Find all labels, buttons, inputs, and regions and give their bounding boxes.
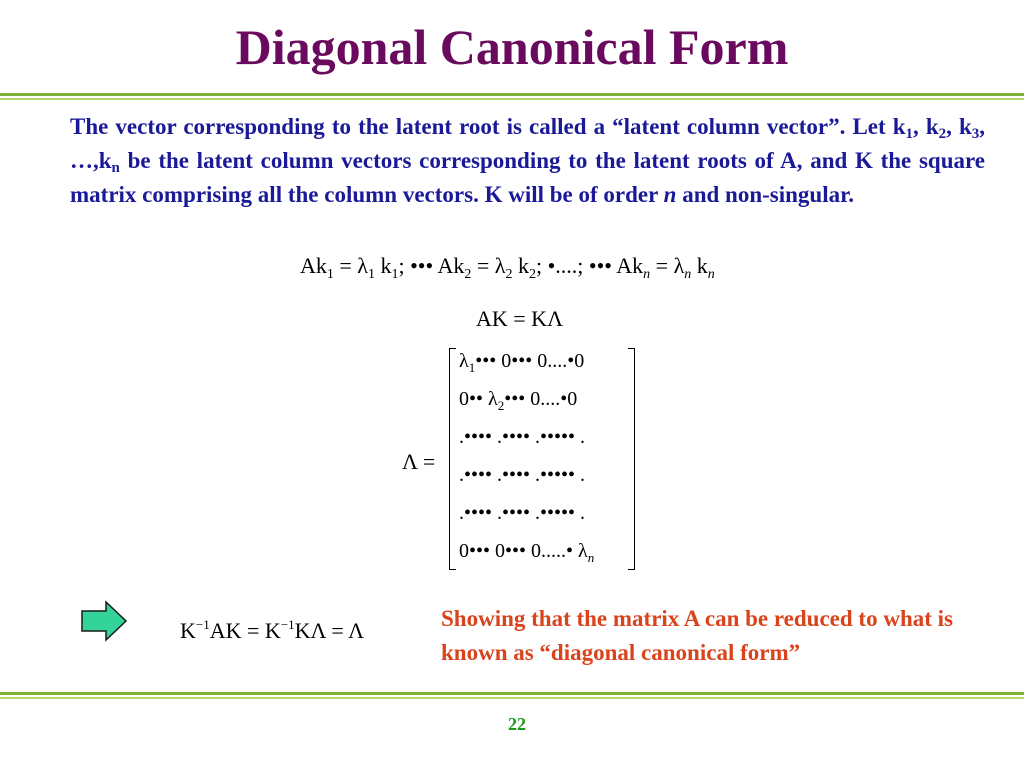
matrix-row: $\lambda_1•••$ 0••• 0....•0 — [459, 350, 585, 375]
equation-eigen-relations: $Ak_1 = \lambda_1$ $k_1$; ••• $Ak_2 = \lambda_2$ $k_2$; •....; ••• $Ak_n = \lambda_n$ $k_n$ — [300, 253, 715, 282]
matrix-row: 0•• $\lambda_2•••$ 0....•0 — [459, 388, 578, 413]
lambda-matrix-label: Λ = — [402, 449, 436, 474]
top-divider — [0, 93, 1024, 100]
matrix-row: .•••• .•••• .••••• . — [459, 426, 586, 448]
divider-line-light — [0, 697, 1024, 699]
matrix-row: .•••• .•••• .••••• . — [459, 464, 586, 486]
matrix-row: 0••• 0••• 0.....• $\lambda_n$ — [459, 540, 595, 565]
equation-diagonalization: $K^{-1}AK = K^{-1}K\Lambda = \Lambda$ — [180, 617, 365, 643]
slide-title: Diagonal Canonical Form — [235, 19, 789, 75]
matrix-right-bracket — [628, 348, 635, 570]
conclusion-note: Showing that the matrix A can be reduced to what is known as “diagonal canonical form” — [441, 606, 953, 665]
right-arrow-icon — [80, 600, 128, 642]
matrix-row: .•••• .•••• .••••• . — [459, 502, 586, 524]
lambda-matrix — [449, 348, 635, 570]
divider-line-light — [0, 98, 1024, 100]
equation-ak-klambda: AK = KΛ — [476, 306, 564, 331]
page-number: 22 — [508, 714, 526, 734]
body-paragraph: The vector corresponding to the latent root is called a “latent column vector”. Let $k_1$, $k_2$, $k_3$, $\dots,k_n$ be the latent column vectors corresponding to the latent roots of A, and K the square matrix comprising all the column vectors. K will be of order n and non-singular. — [70, 114, 986, 207]
matrix-left-bracket — [449, 348, 456, 570]
bottom-divider — [0, 692, 1024, 699]
